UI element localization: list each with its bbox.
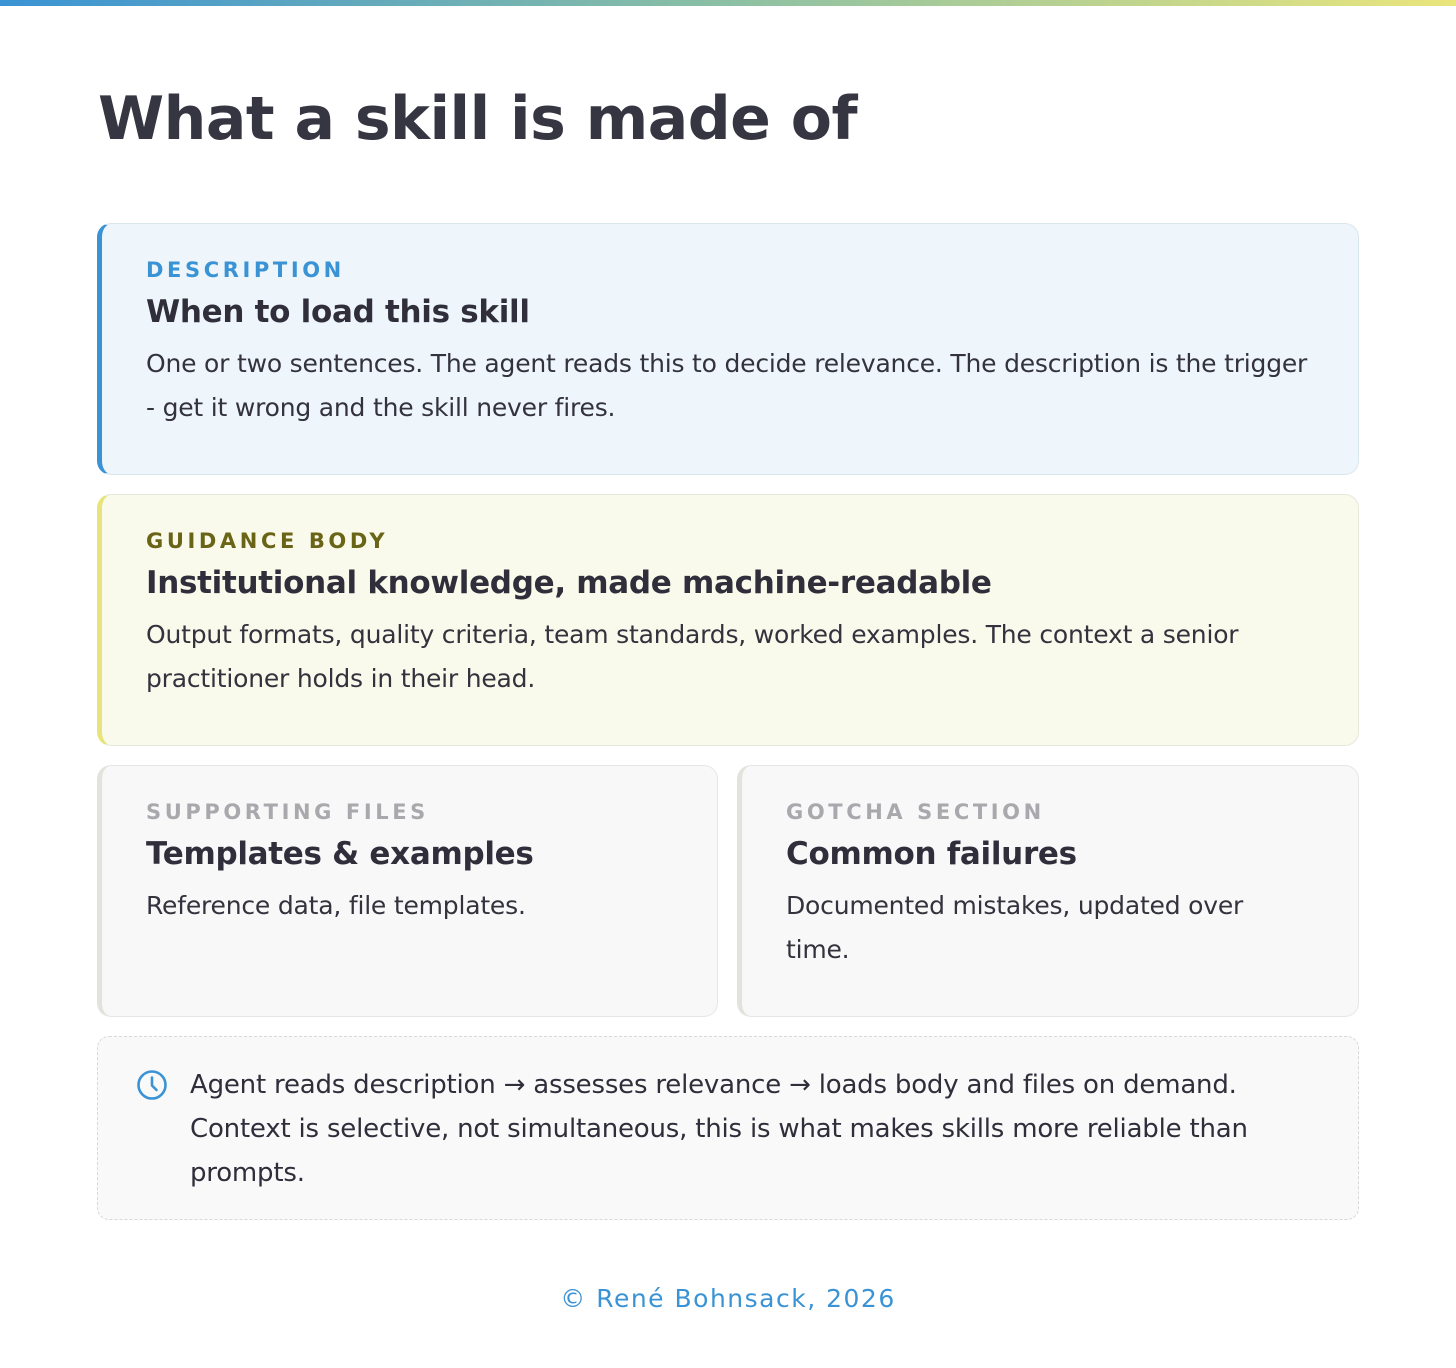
card-label: DESCRIPTION	[146, 258, 345, 282]
copyright-footer: © René Bohnsack, 2026	[560, 1284, 896, 1313]
card-heading: Common failures	[786, 836, 1077, 872]
card-label: SUPPORTING FILES	[146, 800, 429, 824]
card-heading: When to load this skill	[146, 294, 530, 330]
card-description	[97, 223, 1359, 475]
card-guidance-body	[97, 494, 1359, 746]
card-supporting-files	[97, 765, 718, 1017]
top-gradient-bar	[0, 0, 1456, 6]
card-heading: Institutional knowledge, made machine-readable	[146, 565, 992, 601]
info-note	[97, 1036, 1359, 1220]
card-gotcha-section	[737, 765, 1359, 1017]
note-text: Agent reads description → assesses relevance → loads body and files on demand. Context is selective, not simultaneous, this is what makes skills more reliable than prompts.	[190, 1070, 1248, 1188]
card-body: Output formats, quality criteria, team standards, worked examples. The context a senior practitioner holds in their head.	[146, 620, 1239, 693]
card-label: GUIDANCE BODY	[146, 529, 389, 553]
page-title: What a skill is made of	[98, 84, 858, 154]
card-heading: Templates & examples	[146, 836, 534, 872]
card-body: Reference data, file templates.	[146, 891, 526, 920]
card-body: Documented mistakes, updated over time.	[786, 891, 1244, 964]
clock-icon	[136, 1069, 168, 1101]
card-label: GOTCHA SECTION	[786, 800, 1045, 824]
card-body: One or two sentences. The agent reads this to decide relevance. The description is the trigger - get it wrong and the skill never fires.	[146, 349, 1308, 422]
